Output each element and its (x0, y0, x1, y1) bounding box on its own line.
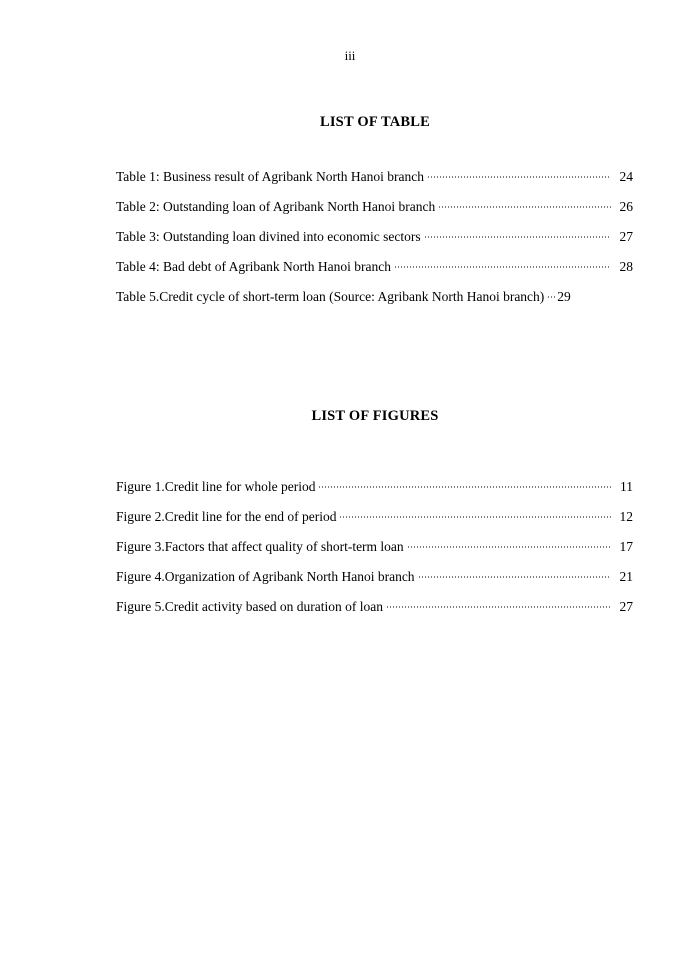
entry-title: Figure 3.Factors that affect quality of short-term loan (116, 539, 404, 554)
dot-leader (394, 266, 611, 268)
entry-page-number: 27 (619, 229, 633, 244)
figure-entry[interactable] (116, 509, 633, 539)
entry-title: Figure 5.Credit activity based on duration of loan (116, 599, 383, 614)
dot-leader (339, 516, 611, 518)
entry-title: Table 3: Outstanding loan divined into economic sectors (116, 229, 421, 244)
figure-entry[interactable] (116, 599, 633, 629)
entry-page-number: 21 (619, 569, 633, 584)
entry-title: Figure 4.Organization of Agribank North Hanoi branch (116, 569, 415, 584)
dot-leader (438, 206, 611, 208)
entry-page-number: 17 (619, 539, 633, 554)
entry-title: Figure 1.Credit line for whole period (116, 479, 316, 494)
page-number: iii (344, 48, 356, 63)
entry-page-number: 26 (619, 199, 633, 214)
entry-title: Table 4: Bad debt of Agribank North Hanoi branch (116, 259, 391, 274)
entry-page-number: 12 (619, 509, 633, 524)
dot-leader (547, 296, 557, 298)
entry-title: Figure 2.Credit line for the end of period (116, 509, 337, 524)
entry-title: Table 5.Credit cycle of short-term loan (Source: Agribank North Hanoi branch) (116, 289, 545, 304)
table-entry[interactable] (116, 199, 633, 229)
figure-entry[interactable] (116, 539, 633, 569)
dot-leader (386, 606, 611, 608)
dot-leader (318, 486, 611, 488)
figure-entry[interactable] (116, 569, 633, 599)
dot-leader (407, 546, 611, 548)
list-of-tables-heading: LIST OF TABLE (319, 114, 431, 130)
entry-title: Table 1: Business result of Agribank North Hanoi branch (116, 169, 424, 184)
entry-page-number: 29 (557, 289, 571, 304)
figure-entry[interactable] (116, 479, 633, 509)
table-entry[interactable] (116, 289, 633, 319)
entry-page-number: 27 (619, 599, 633, 614)
table-entry[interactable] (116, 259, 633, 289)
dot-leader (424, 236, 611, 238)
dot-leader (418, 576, 611, 578)
entry-title: Table 2: Outstanding loan of Agribank North Hanoi branch (116, 199, 436, 214)
list-of-tables (116, 169, 633, 319)
list-of-figures (116, 479, 633, 629)
entry-page-number: 28 (619, 259, 633, 274)
dot-leader (427, 176, 611, 178)
entry-page-number: 11 (620, 479, 633, 494)
list-of-figures-heading: LIST OF FIGURES (311, 408, 439, 424)
entry-page-number: 24 (619, 169, 633, 184)
table-entry[interactable] (116, 229, 633, 259)
table-entry[interactable] (116, 169, 633, 199)
